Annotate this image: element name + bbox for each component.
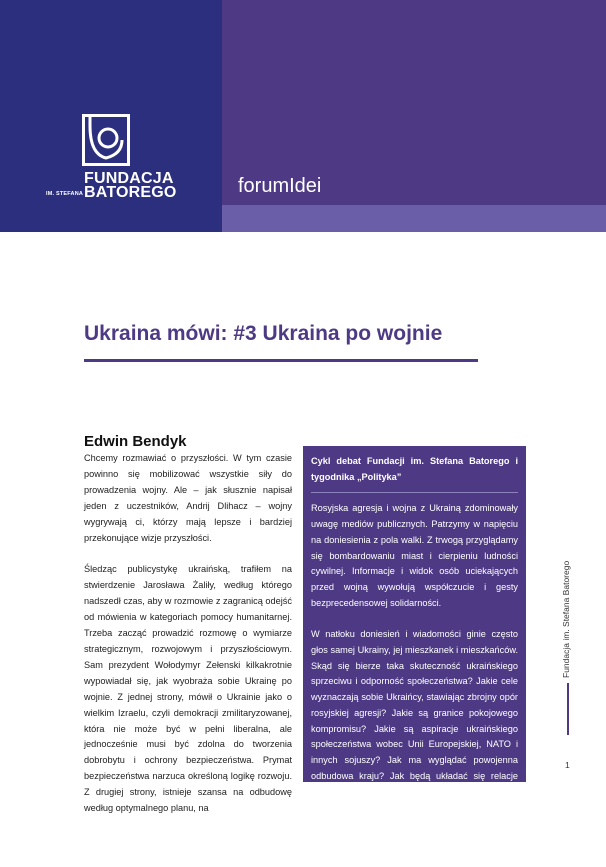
document-title: Ukraina mówi: #3 Ukraina po wojnie (84, 322, 443, 345)
title-underline (84, 359, 478, 362)
body-paragraph: Chcemy rozmawiać o przyszłości. W tym czasie powinno się mobilizować wszystkie siły do prowadzenia wojny. Ale – jak słusznie napisał jeden z uczestników, Andrij Dlihacz – wojny wygrywają ci, którzy mają lepsze i bardziej przekonujące wizje przyszłości. (84, 453, 292, 543)
logo-text-small: IM. STEFANA (46, 191, 84, 197)
debate-series-sidebox (303, 446, 526, 797)
sidebox-paragraph: Rosyjska agresja i wojna z Ukrainą zdominowały uwagę mediów publicznych. Patrzymy w napięciu na doniesienia z pola walki. Z trwogą przyglądamy się bombardowaniu miast i cierpieniu ludności cywilnej. Informacje i widok osób uciekających przed wojną wywołują współczucie i gesty bezprecedensowej solidarności. (311, 503, 518, 608)
forum-idei-label: forumIdei (238, 175, 322, 197)
vertical-margin-label (561, 548, 575, 678)
header-accent-band (222, 205, 606, 232)
logo-text-line1: FUNDACJA (84, 170, 174, 187)
sidebox-divider (311, 492, 518, 493)
main-text-column (84, 451, 292, 817)
body-paragraph: Śledząc publicystykę ukraińską, trafiłem na stwierdzenie Jarosława Żaliły, według którego nadszedł czas, aby w rozmowie z zagranicą odejść od mówienia w kategoriach pomocy humanitarnej. Trzeba zacząć prowadzić rozmowę o wymiarze strategicznym, rozwojowym i przyszłościowym. Sam prezydent Wołodymyr Zełenski kilkakrotnie wypowiadał się, jak wyobraża sobie Ukrainę po wojnie. Z jednej strony, mówił o Ukrainie jako o wielkim Izraelu, czyli demokracji zmilitaryzowanej, która nie może być w pełni liberalna, ale jednocześnie musi być zdolna do tworzenia dobrobytu i ochrony bezpieczeństwa. Prymat bezpieczeństwa narzuca określoną logikę rozwoju. Z drugiej strony, istnieje szansa na odbudowę według optymalnego planu, na (84, 564, 292, 814)
header-banner (0, 0, 606, 232)
vertical-label-text: Fundacja im. Stefana Batorego (561, 560, 571, 678)
logo-text-line2: BATOREGO (84, 184, 177, 201)
logo-mark-icon (82, 114, 130, 166)
header-right-panel (222, 0, 606, 232)
sidebox-paragraph: W natłoku doniesień i wiadomości ginie często głos samej Ukrainy, jej mieszkanek i mieszkańców. Skąd się bierze taka skuteczność ukraińskiego sprzeciwu i odporność społeczeństwa? Jakie cele wyznaczają sobie Ukraińcy, stawiając zbrojny opór rosyjskiej agresji? Jakie są granice pokojowego kompromisu? Jakie są aspiracje ukraińskiego społeczeństwa wobec Unii Europejskiej, NATO i innych sojuszy? Jak ma wyglądać powojenna odbudowa kraju? Jak będą układać się relacje Ukrainy z państwami sąsiednimi? (311, 629, 518, 797)
foundation-logo (46, 114, 176, 204)
page-number: 1 (565, 760, 570, 770)
author-name: Edwin Bendyk (84, 433, 187, 450)
margin-accent-bar (567, 683, 569, 735)
sidebox-heading: Cykl debat Fundacji im. Stefana Batorego i tygodnika „Polityka” (311, 456, 518, 482)
